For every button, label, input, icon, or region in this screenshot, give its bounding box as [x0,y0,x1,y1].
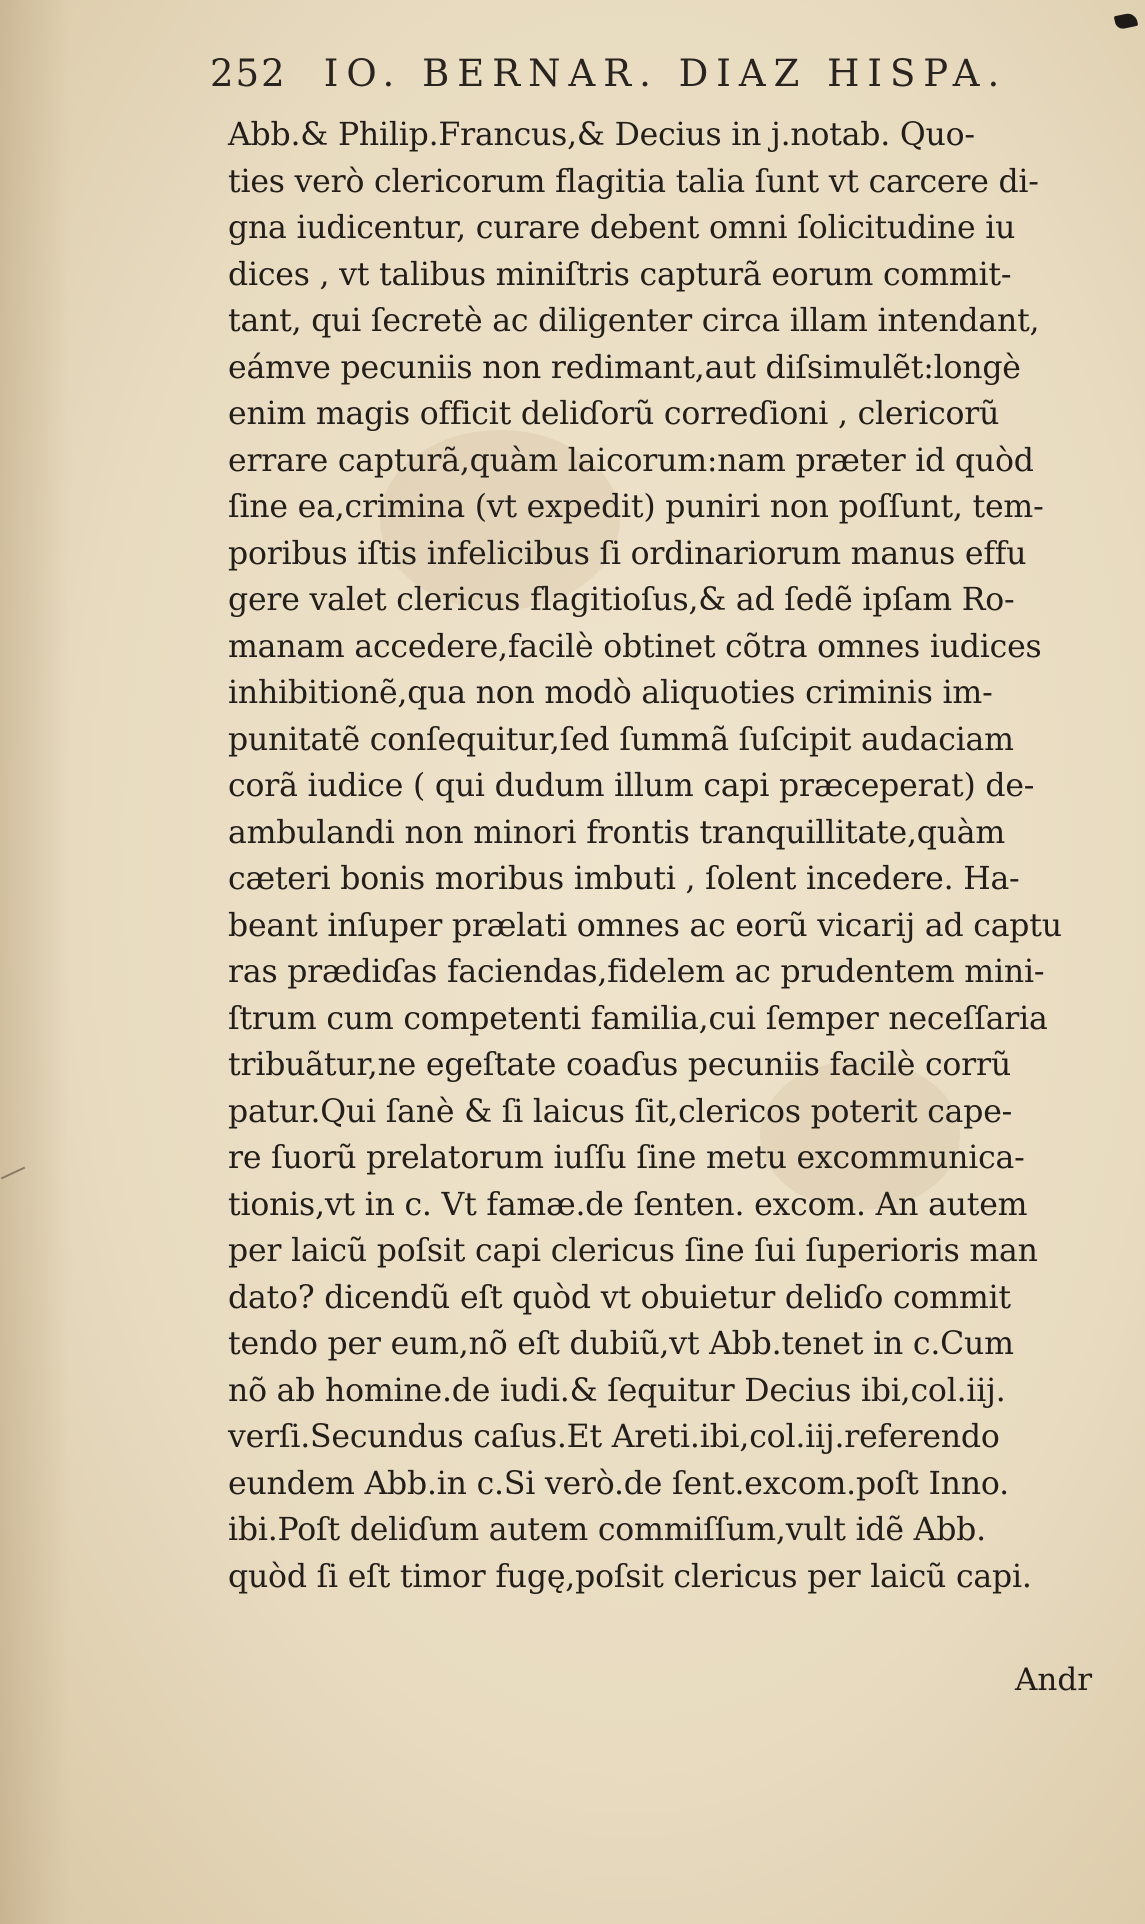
running-head-title: IO. BERNAR. DIAZ HISPA. [323,52,1008,95]
text-line: eámve pecuniis non redimant,aut diſsimulẽt:longè [228,349,1021,386]
text-line: per laicũ poſsit capi clericus ſine ſui ſuperioris man [228,1233,1038,1269]
text-line: ſine ea,crimina (vt expedit) puniri non poſſunt, tem- [228,489,1044,525]
text-line: gere valet clericus flagitioſus,& ad ſedẽ ipſam Ro- [228,582,1015,618]
text-line: ties verò clericorum flagitia talia ſunt vt carcere di- [228,163,1039,200]
text-line: Abb.& Philip.Francus,& Decius in j.notab. Quo- [228,117,975,153]
text-line: tionis,vt in c. Vt famæ.de ſenten. excom. An autem [228,1186,1028,1223]
text-line: dices , vt talibus miniſtris capturã eorum commit- [228,256,1012,293]
text-line: ambulandi non minori frontis tranquillitate,quàm [228,814,1006,851]
text-line: manam accedere,facilè obtinet cõtra omnes iudices [228,628,1042,665]
text-line: verſi.Secundus caſus.Et Areti.ibi,col.iij.referendo [228,1419,1000,1455]
text-line: errare capturã,quàm laicorum:nam præter id quòd [228,442,1034,479]
text-line: tant, qui ſecretè ac diligenter circa illam intendant, [228,303,1040,339]
text-line: ras prædiɗas faciendas,fidelem ac prudentem mini- [228,954,1045,990]
text-line: eundem Abb.in c.Si verò.de ſent.excom.poſt Inno. [228,1465,1009,1502]
text-line: poribus iſtis infelicibus ſi ordinariorum manus effu [228,535,1027,572]
text-line: ſtrum cum competenti familia,cui ſemper neceſſaria [228,1000,1048,1037]
text-line: tendo per eum,nõ eſt dubiũ,vt Abb.tenet in c.Cum [228,1326,1014,1362]
text-line: re ſuorũ prelatorum iuſſu ſine metu excommunica- [228,1140,1025,1176]
text-line: gna iudicentur, curare debent omni ſolicitudine iu [228,210,1016,246]
text-line: patur.Qui ſanè & ſi laicus ſit,clericos poterit cape- [228,1093,1013,1130]
ink-blot [1114,12,1138,30]
text-line: enim magis officit deliɗorũ correɗioni , clericorũ [228,396,1000,432]
catchword: Andr [1015,1662,1093,1698]
text-line: corã iudice ( qui dudum illum capi præceperat) de- [228,768,1035,804]
page-edge-shadow [0,0,70,1924]
text-line: cæteri bonis moribus imbuti , ſolent incedere. Ha- [228,861,1020,897]
text-line: punitatẽ conſequitur,ſed ſummã ſuſcipit audaciam [228,721,1014,758]
running-head [210,52,1008,102]
text-line: dato? dicendũ eſt quòd vt obuietur deliɗo commit [228,1279,1011,1316]
text-line: nõ ab homine.de iudi.& ſequitur Decius ibi,col.iij. [228,1372,1006,1409]
text-line: beant inſuper prælati omnes ac eorũ vicarij ad captu [228,907,1062,944]
text-line: ibi.Poſt deliɗum autem commiſſum,vult idẽ Abb. [228,1512,986,1548]
page-number: 252 [210,52,287,95]
text-line: inhibitionẽ,qua non modò aliquoties criminis im- [228,675,993,711]
text-line: quòd ſi eſt timor fugę,poſsit clericus per laicũ capi. [228,1558,1032,1595]
text-line: tribuãtur,ne egeſtate coaɗus pecuniis facilè corrũ [228,1047,1011,1083]
body-text [228,112,1113,1600]
